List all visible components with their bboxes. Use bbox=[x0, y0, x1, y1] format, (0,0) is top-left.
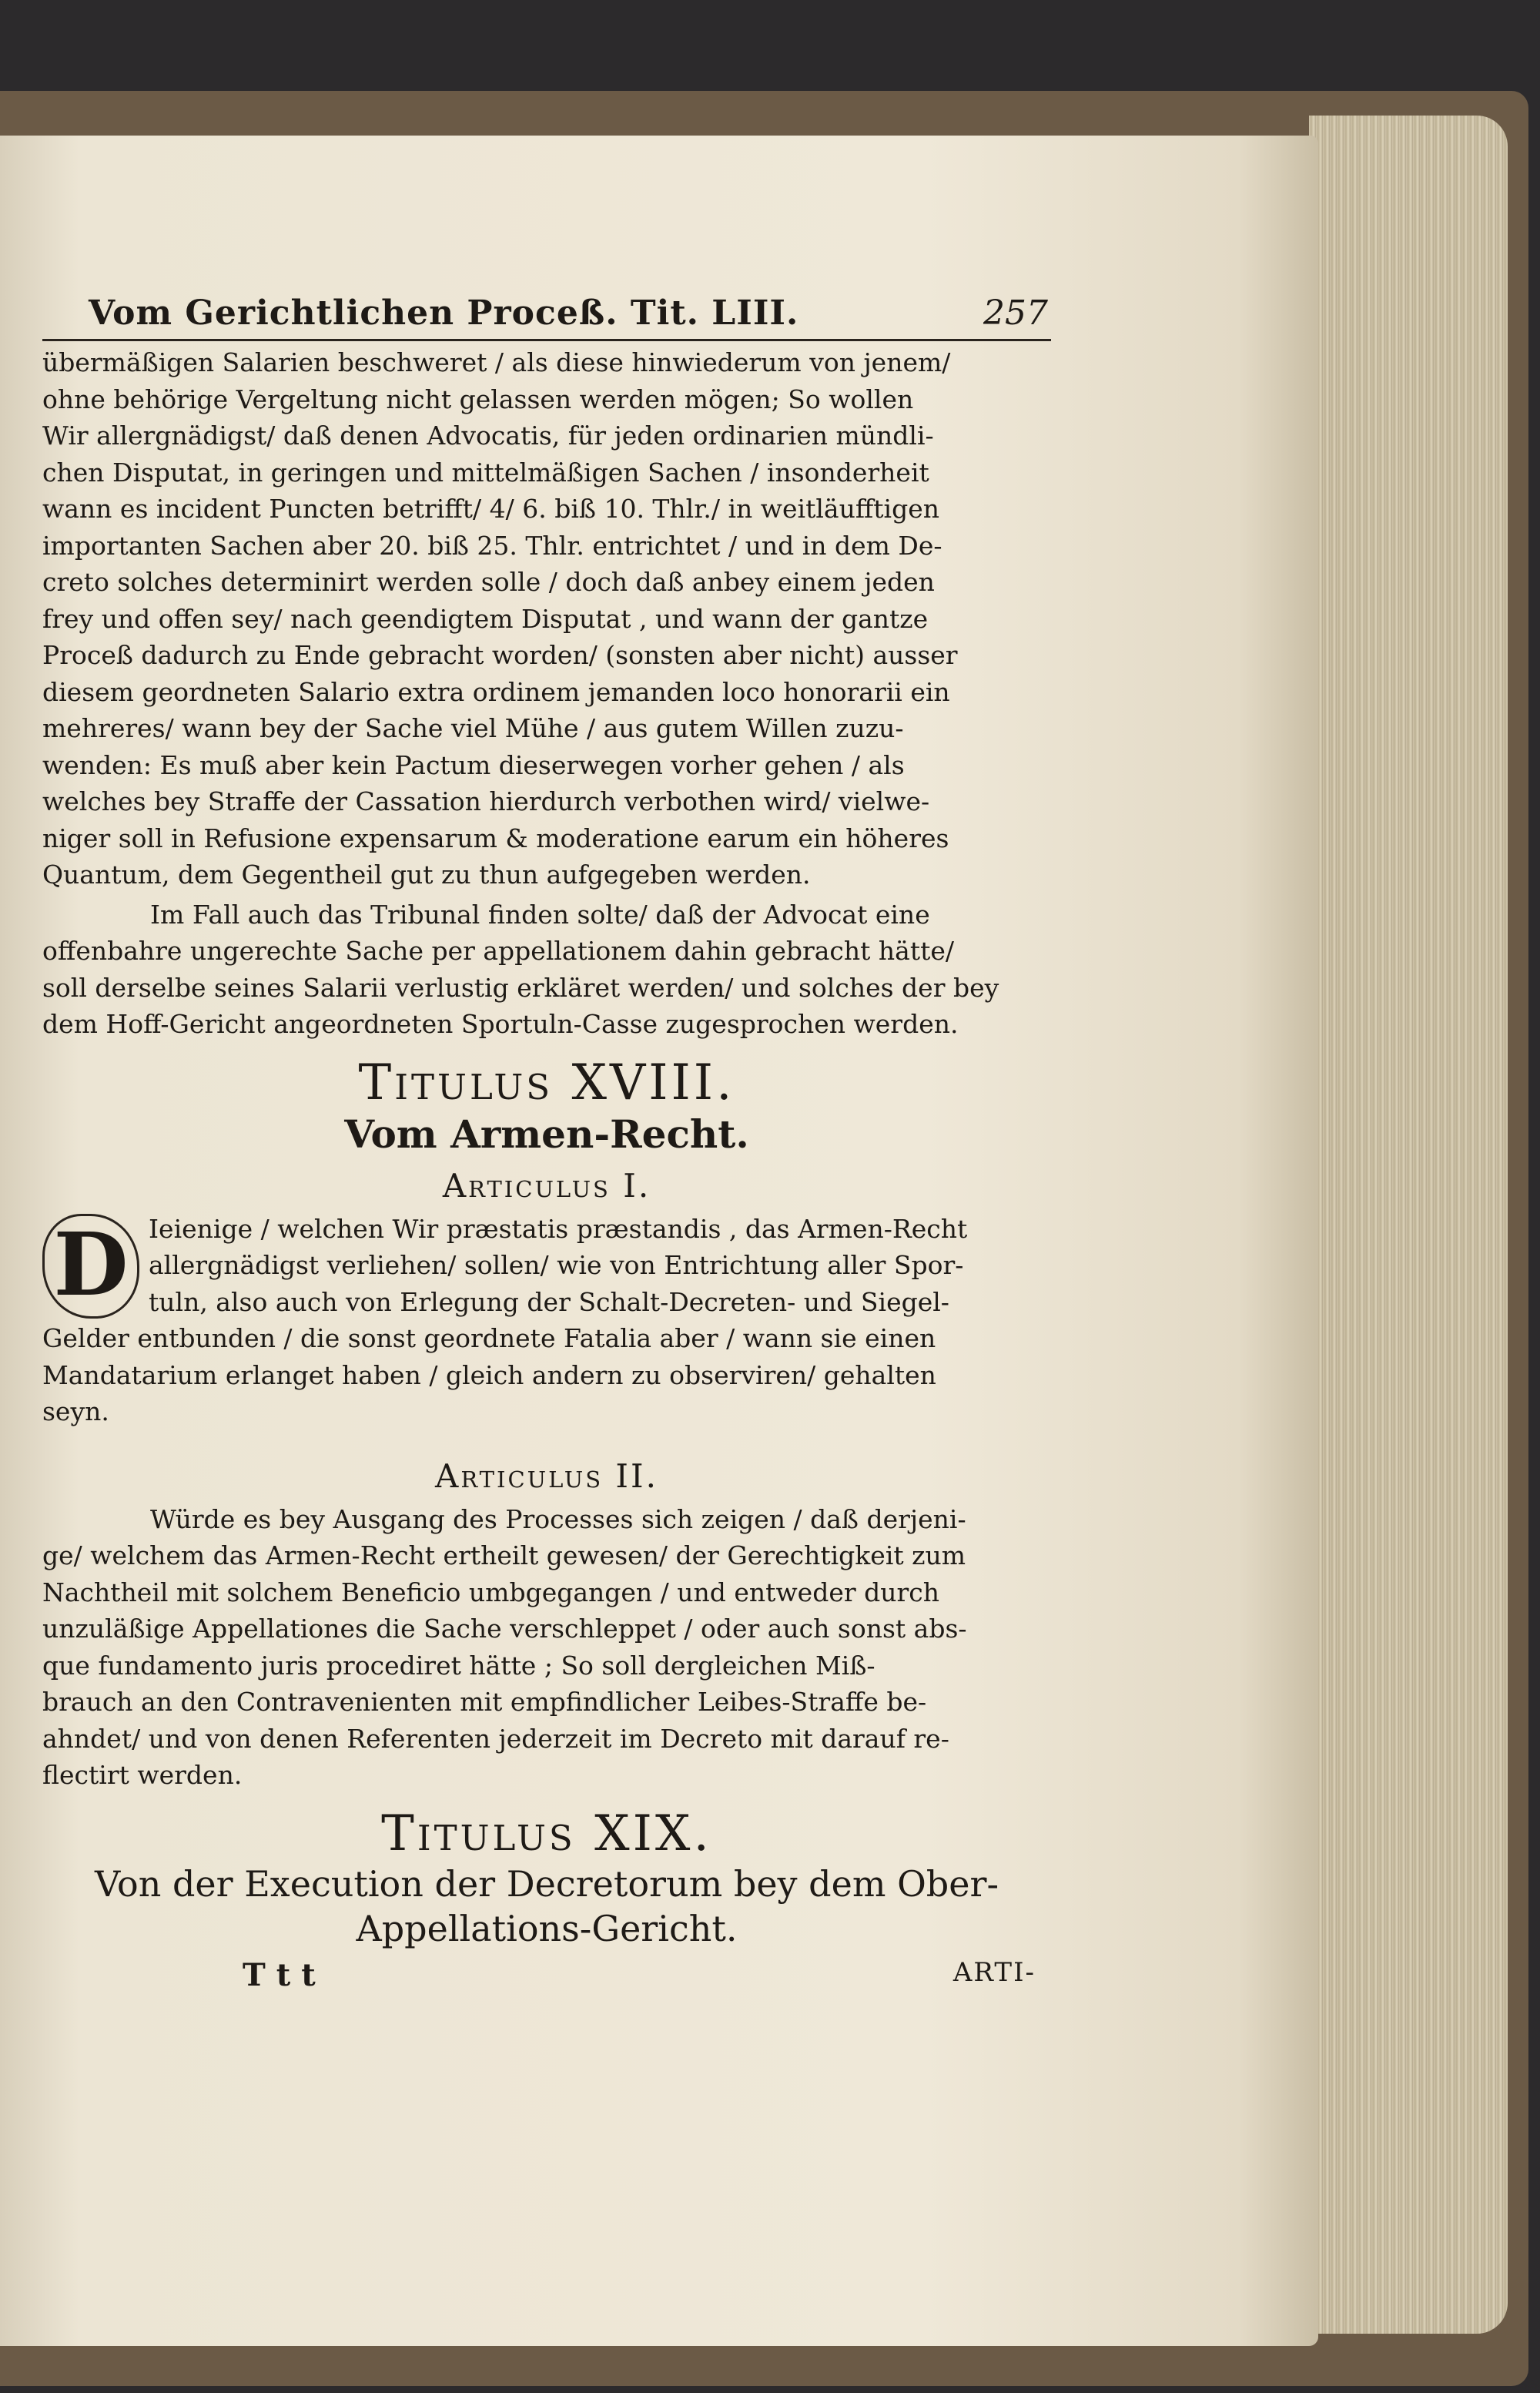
text-line: Wir allergnädigst/ daß denen Advocatis, für jeden ordinarien mündli- bbox=[42, 421, 934, 451]
text-line: unzuläßige Appellationes die Sache verschleppet / oder auch sonst abs- bbox=[42, 1614, 967, 1644]
text-line: Quantum, dem Gegentheil gut zu thun aufgegeben werden. bbox=[42, 860, 811, 890]
text-line: Gelder entbunden / die sonst geordnete Fatalia aber / wann sie einen bbox=[42, 1323, 936, 1353]
text-line: soll derselbe seines Salarii verlustig erkläret werden/ und solches der bey bbox=[42, 972, 999, 1003]
text-line: mehreres/ wann bey der Sache viel Mühe / aus gutem Willen zuzu- bbox=[42, 713, 904, 743]
text-line: chen Disputat, in geringen und mittelmäßigen Sachen / insonderheit bbox=[42, 457, 929, 488]
paragraph-salaries bbox=[42, 344, 1051, 893]
text-line: que fundamento juris procediret hätte ; So soll dergleichen Miß- bbox=[42, 1650, 875, 1681]
text-line: seyn. bbox=[42, 1396, 109, 1426]
text-line: offenbahre ungerechte Sache per appellationem dahin gebracht hätte/ bbox=[42, 936, 955, 966]
articulus-i-text bbox=[42, 1211, 1051, 1430]
text-line: tuln, also auch von Erlegung der Schalt-Decreten- und Siegel- bbox=[149, 1286, 949, 1317]
signature-mark: Ttt bbox=[243, 1956, 326, 1993]
titulus-xix-heading: Titulus XIX. bbox=[381, 1805, 712, 1862]
text-line: wann es incident Puncten betrifft/ 4/ 6. biß 10. Thlr./ in weitläufftigen bbox=[42, 494, 940, 524]
decorated-initial: D bbox=[42, 1214, 139, 1319]
spacer bbox=[42, 1430, 1051, 1449]
text-line: importanten Sachen aber 20. biß 25. Thlr. entrichtet / und in dem De- bbox=[42, 530, 942, 561]
text-line: dem Hoff-Gericht angeordneten Sportuln-Casse zugesprochen werden. bbox=[42, 1009, 959, 1039]
text-line: ohne behörige Vergeltung nicht gelassen werden mögen; So wollen bbox=[42, 384, 914, 414]
text-line: wenden: Es muß aber kein Pactum dieserwegen vorher gehen / als bbox=[42, 749, 905, 780]
page-footer bbox=[42, 1957, 1051, 1993]
text-line: Im Fall auch das Tribunal finden solte/ daß der Advocat eine bbox=[150, 899, 930, 930]
page-edges bbox=[1309, 116, 1508, 2334]
text-line: frey und offen sey/ nach geendigtem Disputat , und wann der gantze bbox=[42, 603, 929, 634]
text-line: Nachtheil mit solchem Beneficio umbgegangen / und entweder durch bbox=[42, 1577, 940, 1607]
text-line: ge/ welchem das Armen-Recht ertheilt gewesen/ der Gerechtigkeit zum bbox=[42, 1540, 966, 1570]
text-line: creto solches determinirt werden solle / doch daß anbey einem jeden bbox=[42, 567, 935, 597]
text-line: niger soll in Refusione expensarum & moderatione earum ein höheres bbox=[42, 823, 949, 853]
titulus-xix-rubric-line-2: Appellations-Gericht. bbox=[356, 1907, 738, 1949]
text-line: welches bey Straffe der Cassation hierdurch verbothen wird/ vielwe- bbox=[42, 786, 930, 816]
text-line: diesem geordneten Salario extra ordinem jemanden loco honorarii ein bbox=[42, 676, 950, 707]
paragraph-tribunal bbox=[42, 897, 1051, 1043]
text-line: Proceß dadurch zu Ende gebracht worden/ (sonsten aber nicht) ausser bbox=[42, 640, 958, 670]
titulus-xix-rubric-line-1: Von der Execution der Decretorum bey dem Ober- bbox=[95, 1862, 999, 1905]
page-header bbox=[42, 290, 1051, 341]
text-line: brauch an den Contravenienten mit empfindlicher Leibes-Straffe be- bbox=[42, 1687, 927, 1717]
titulus-xviii-rubric: Vom Armen-Recht. bbox=[344, 1111, 749, 1157]
text-line: allergnädigst verliehen/ sollen/ wie von Entrichtung aller Spor- bbox=[149, 1250, 964, 1280]
text-line: Würde es bey Ausgang des Processes sich zeigen / daß derjeni- bbox=[150, 1503, 966, 1534]
catchword: ARTI- bbox=[952, 1956, 1036, 1988]
text-line: ahndet/ und von denen Referenten jederzeit im Decreto mit darauf re- bbox=[42, 1723, 949, 1754]
articulus-i-heading: Articulus I. bbox=[442, 1166, 651, 1205]
articulus-ii-text bbox=[42, 1501, 1051, 1794]
book-page bbox=[0, 136, 1318, 2346]
text-line: flectirt werden. bbox=[42, 1760, 243, 1790]
titulus-xviii-heading: Titulus XVIII. bbox=[358, 1054, 735, 1111]
running-head: Vom Gerichtlichen Proceß. Tit. LIII. bbox=[89, 293, 799, 333]
page-text bbox=[42, 290, 1051, 1993]
articulus-ii-heading: Articulus II. bbox=[435, 1456, 658, 1495]
text-line: Mandatarium erlanget haben / gleich andern zu observiren/ gehalten bbox=[42, 1359, 936, 1390]
text-line: Ieienige / welchen Wir præstatis præstandis , das Armen-Recht bbox=[149, 1213, 968, 1244]
text-line: übermäßigen Salarien beschweret / als diese hinwiederum von jenem/ bbox=[42, 347, 951, 377]
page-number: 257 bbox=[983, 293, 1048, 333]
